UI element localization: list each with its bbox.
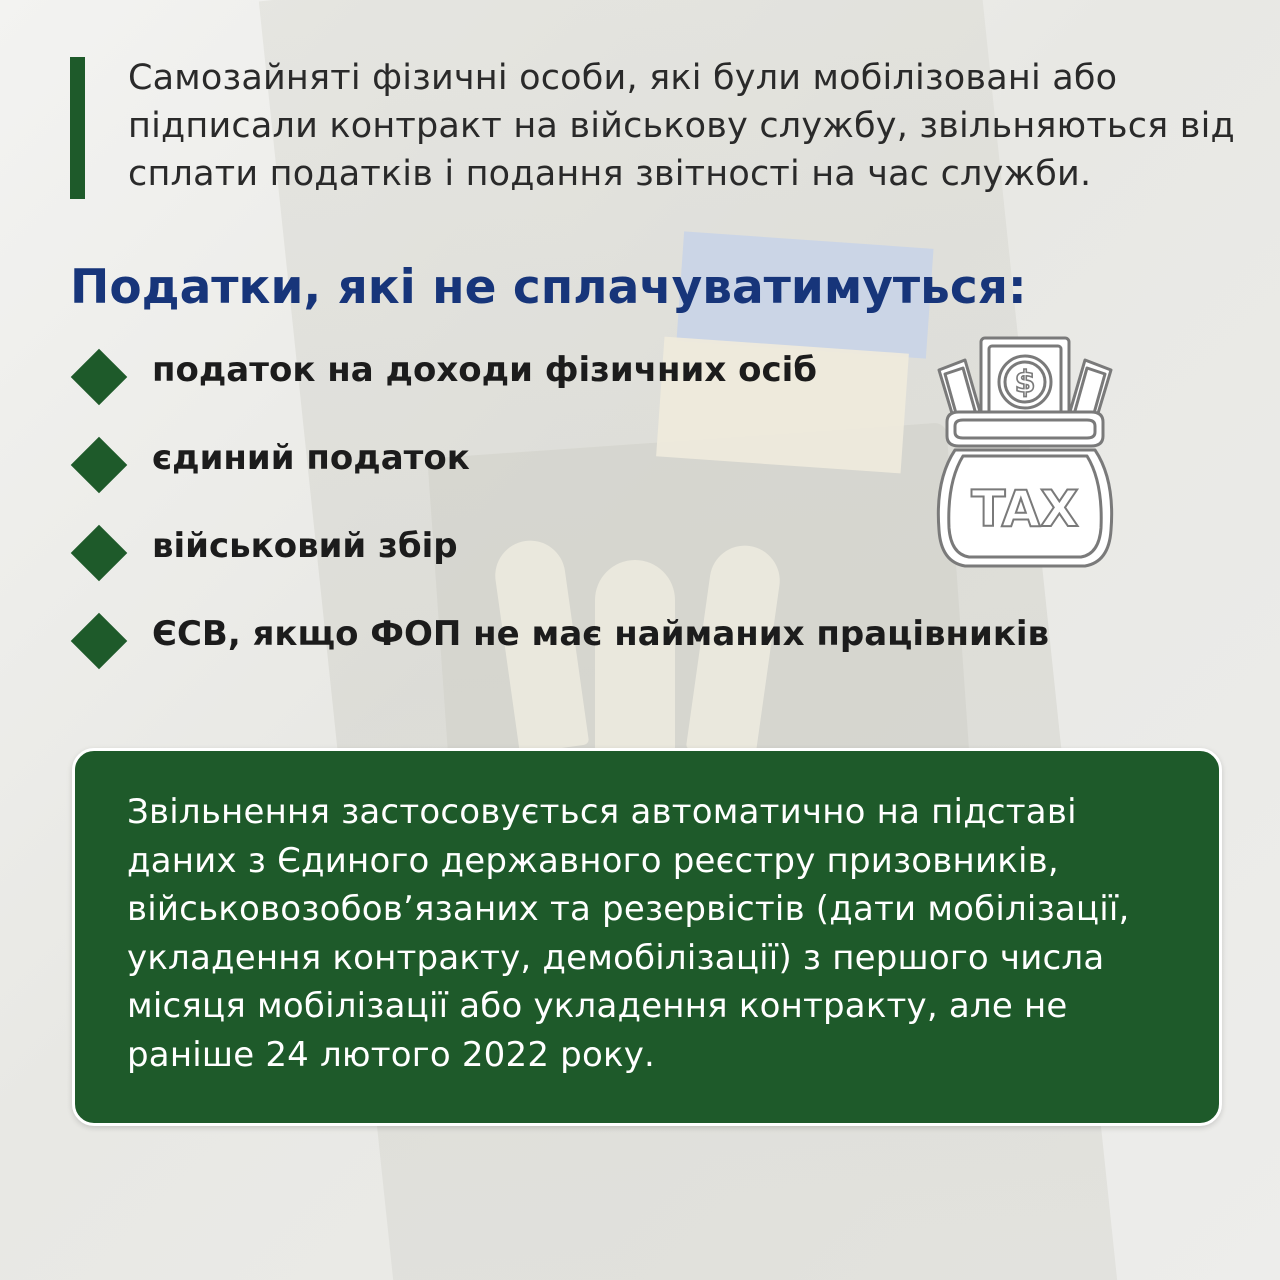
- coin-symbol: $: [1014, 365, 1036, 400]
- tax-bag-icon: [925, 330, 1125, 580]
- list-item-label: податок на доходи фізичних осіб: [152, 350, 818, 390]
- tax-label: TAX: [971, 480, 1079, 538]
- diamond-bullet-icon: [71, 613, 128, 670]
- diamond-bullet-icon: [71, 437, 128, 494]
- intro-text: Самозайняті фізичні особи, які були мобілізовані або підписали контракт на військову службу, звільняються від сплати податків і подання звітності на час служби.: [128, 58, 1235, 194]
- diamond-bullet-icon: [71, 525, 128, 582]
- section-heading: Податки, які не сплачуватимуться:: [70, 260, 1027, 315]
- intro-accent-bar: [70, 57, 85, 199]
- list-item-label: військовий збір: [152, 526, 458, 566]
- list-item-label: єдиний податок: [152, 438, 470, 478]
- list-item-label: ЄСВ, якщо ФОП не має найманих працівників: [152, 614, 1050, 654]
- diamond-bullet-icon: [71, 349, 128, 406]
- info-text: Звільнення застосовується автоматично на підставі даних з Єдиного державного реєстру призовників, військовозобов’язаних та резервістів (дати мобілізації, укладення контракту, демобілізації) з першого числа місяця мобілізації або укладення контракту, але не раніше 24 лютого 2022 року.: [127, 792, 1130, 1075]
- list-item: [70, 602, 1220, 690]
- info-box: [72, 748, 1222, 1126]
